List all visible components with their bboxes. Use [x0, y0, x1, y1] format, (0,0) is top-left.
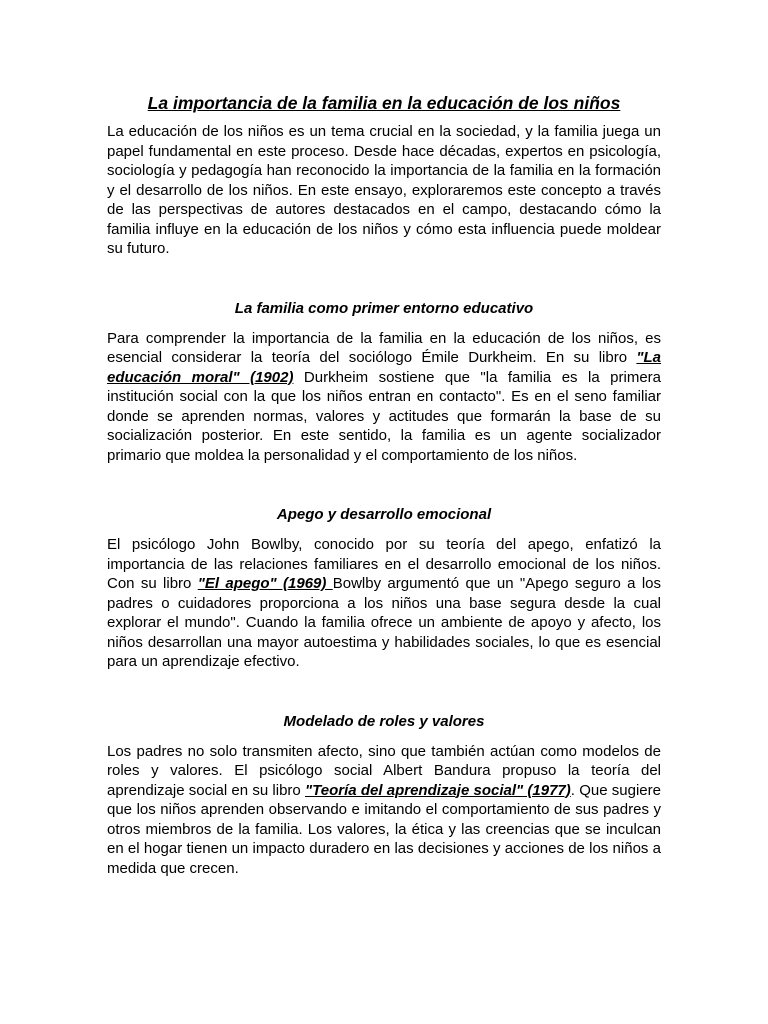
paragraph-text: El psicólogo John Bowlby, conocido por su teoría del apego, enfatizó la importancia de las relaciones familiares en el desarrollo emocional de los niños. Con su libro: [107, 536, 661, 592]
section-heading-apego: Apego y desarrollo emocional: [276, 506, 492, 523]
paragraph-text: . Que sugiere que los niños aprenden observando e imitando el comportamiento de sus padres y otros miembros de la familia. Los valores, la ética y las creencias que se inculcan en el hogar tienen un impacto duradero en las decisiones y acciones de los niños a medida que crecen.: [107, 781, 661, 877]
spacer: [107, 259, 661, 299]
document-title: La importancia de la familia en la educación de los niños: [147, 93, 621, 113]
intro-paragraph: La educación de los niños es un tema crucial en la sociedad, y la familia juega un papel fundamental en este proceso. Desde hace décadas, expertos en psicología, sociología y pedagogía han reconocido la importancia de la familia en la formación y el desarrollo de los niños. En este ensayo, exploraremos este concepto a través de las perspectivas de autores destacados en el campo, destacando cómo la familia influye en la educación de los niños y cómo esta influencia puede moldear su futuro.: [107, 123, 661, 257]
section-heading-modelado: Modelado de roles y valores: [283, 712, 485, 730]
paragraph-text: Los padres no solo transmiten afecto, sino que también actúan como modelos de roles y valores. El psicólogo social Albert Bandura propuso la teoría del aprendizaje social en su libro: [107, 742, 661, 799]
spacer: [107, 672, 661, 712]
book-citation-bandura: "Teoría del aprendizaje social" (1977): [305, 781, 571, 799]
book-citation-durkheim: "La educación moral" (1902): [107, 349, 661, 386]
paragraph-text: Bowlby argumentó que un "Apego seguro a los padres o cuidadores proporciona a los niños una base segura desde la cual explorar el mundo". Cuando la familia ofrece un ambiente de apoyo y afecto, los niños desarrollan una mayor autoestima y habilidades sociales, lo que es esencial para un aprendizaje efectivo.: [107, 575, 661, 670]
section-heading-familia: La familia como primer entorno educativo: [234, 299, 534, 317]
paragraph-text: Para comprender la importancia de la familia en la educación de los niños, es esencial considerar la teoría del sociólogo Émile Durkheim. En su libro: [107, 329, 661, 366]
section-paragraph-apego: [107, 535, 661, 672]
book-citation-bowlby: "El apego" (1969): [197, 575, 333, 592]
section-paragraph-modelado: [107, 742, 661, 879]
spacer: [107, 465, 661, 505]
section-paragraph-familia: [107, 329, 661, 466]
paragraph-text: Durkheim sostiene que "la familia es la primera institución social con la que los niños entran en contacto". Es en el seno familiar donde se aprenden normas, valores y actitudes que formarán la base de su socialización posterior. En este sentido, la familia es un agente socializador primario que moldea la personalidad y el comportamiento de los niños.: [107, 368, 662, 464]
